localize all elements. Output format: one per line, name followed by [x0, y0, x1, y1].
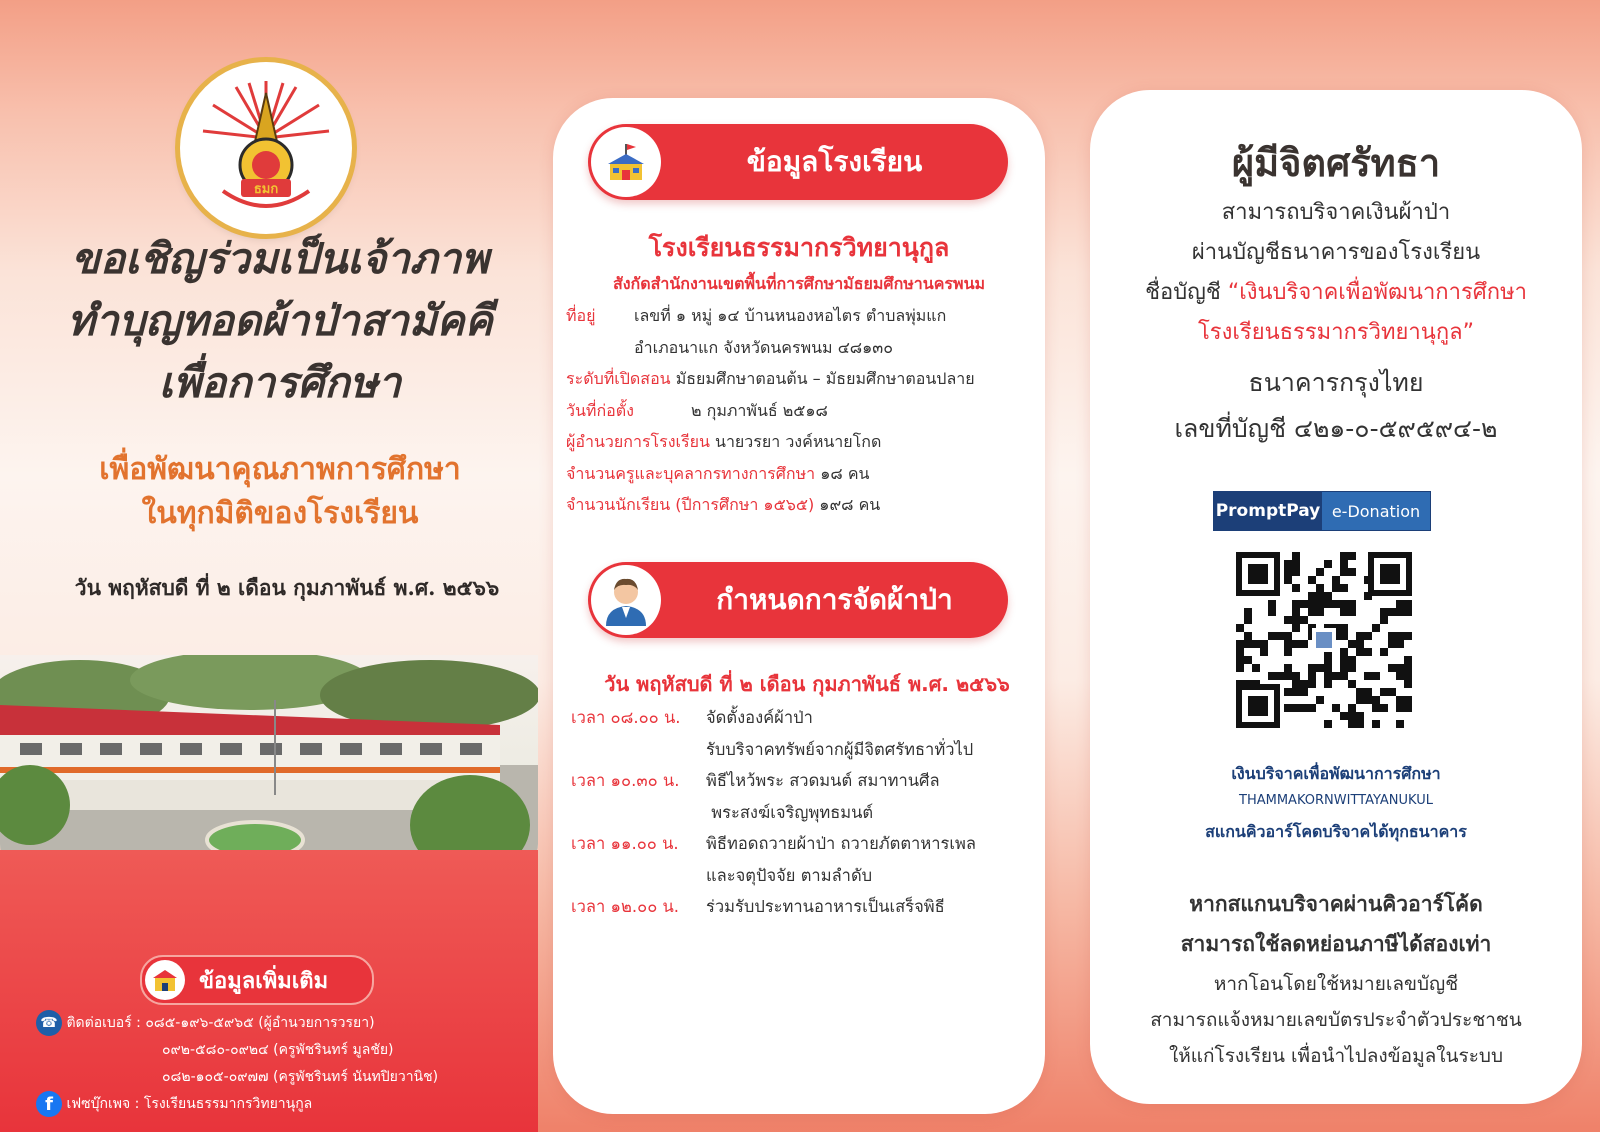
- qr-module: [1396, 720, 1404, 728]
- qr-module: [1340, 656, 1348, 664]
- qr-module: [1324, 672, 1332, 680]
- level-value: มัธยมศึกษาตอนต้น – มัธยมศึกษาตอนปลาย: [675, 369, 975, 388]
- qr-module: [1268, 672, 1276, 680]
- qr-module: [1244, 680, 1252, 688]
- note-line-2: สามารถแจ้งหมายเลขบัตรประจำตัวประชาชน: [1150, 1009, 1522, 1031]
- qr-module: [1252, 640, 1260, 648]
- qr-module: [1404, 656, 1412, 664]
- qr-module: [1364, 672, 1372, 680]
- qr-module: [1236, 640, 1244, 648]
- schedule-text: จัดตั้งองค์ผ้าป่า: [706, 708, 813, 727]
- schedule-list: [571, 702, 1041, 923]
- qr-module: [1308, 576, 1316, 584]
- qr-module: [1268, 632, 1276, 640]
- qr-module: [1284, 640, 1292, 648]
- school-logo: [180, 62, 352, 234]
- qr-module: [1364, 576, 1372, 584]
- headline-line-1: ขอเชิญร่วมเป็นเจ้าภาพ: [71, 234, 489, 283]
- qr-module: [1364, 688, 1372, 696]
- schedule-text: และจตุปัจจัย ตามลำดับ: [706, 865, 873, 885]
- qr-module: [1396, 632, 1404, 640]
- qr-module: [1292, 560, 1300, 568]
- school-info-banner: [588, 124, 1008, 200]
- schedule-time: เวลา ๑๑.๐๐ น.: [571, 834, 679, 853]
- qr-module: [1340, 584, 1348, 592]
- qr-module: [1380, 616, 1388, 624]
- schedule-time: เวลา ๐๘.๐๐ น.: [571, 708, 681, 727]
- qr-module: [1308, 680, 1316, 688]
- qr-module: [1284, 568, 1292, 576]
- qr-module: [1388, 640, 1396, 648]
- donation-instructions: [1090, 193, 1582, 353]
- staff-label: จำนวนครูและบุคลากรทางการศึกษา: [566, 463, 816, 483]
- svg-text:ธมก: ธมก: [253, 182, 279, 197]
- schedule-time: เวลา ๑๐.๓๐ น.: [571, 771, 680, 790]
- tax-line-1: หากสแกนบริจาคผ่านคิวอาร์โค้ด: [1189, 892, 1483, 916]
- qr-module: [1316, 600, 1324, 608]
- qr-module: [1308, 608, 1316, 616]
- qr-module: [1404, 672, 1412, 680]
- qr-module: [1308, 704, 1316, 712]
- qr-module: [1396, 704, 1404, 712]
- bank-name: ธนาคารกรุงไทย: [1248, 368, 1424, 397]
- qr-module: [1284, 704, 1292, 712]
- qr-module: [1308, 600, 1316, 608]
- qr-module: [1356, 696, 1364, 704]
- qr-module: [1284, 632, 1292, 640]
- qr-module: [1372, 704, 1380, 712]
- students-value: ๑๙๘ คน: [819, 495, 881, 514]
- qr-module: [1284, 664, 1292, 672]
- qr-module: [1292, 616, 1300, 624]
- schedule-text: รับบริจาคทรัพย์จากผู้มีจิตศรัทธาทั่วไป: [706, 739, 974, 759]
- qr-module: [1292, 680, 1300, 688]
- qr-module: [1324, 592, 1332, 600]
- qr-module: [1380, 688, 1388, 696]
- school-name: โรงเรียนธรรมากรวิทยานุกูล: [648, 233, 950, 262]
- qr-module: [1340, 624, 1348, 632]
- qr-module: [1300, 600, 1308, 608]
- qr-module: [1356, 712, 1364, 720]
- donation-line-2: ผ่านบัญชีธนาคารของโรงเรียน: [1191, 240, 1481, 265]
- qr-module: [1348, 656, 1356, 664]
- qr-module: [1372, 672, 1380, 680]
- students-row: [566, 489, 1046, 521]
- qr-module: [1380, 704, 1388, 712]
- qr-module: [1244, 608, 1252, 616]
- qr-module: [1404, 696, 1412, 704]
- qr-module: [1316, 608, 1324, 616]
- qr-module: [1372, 624, 1380, 632]
- qr-module: [1380, 608, 1388, 616]
- qr-module: [1292, 672, 1300, 680]
- school-icon: [145, 960, 185, 1000]
- schedule-time: เวลา ๑๒.๐๐ น.: [571, 897, 680, 916]
- qr-module: [1356, 688, 1364, 696]
- tax-line-2: สามารถใช้ลดหย่อนภาษีได้สองเท่า: [1180, 932, 1492, 956]
- transfer-note: [1090, 966, 1582, 1074]
- qr-module: [1236, 680, 1244, 688]
- schedule-text: ร่วมรับประทานอาหารเป็นเสร็จพิธี: [706, 897, 945, 916]
- qr-module: [1284, 576, 1292, 584]
- qr-module: [1268, 600, 1276, 608]
- qr-module: [1308, 672, 1316, 680]
- qr-module: [1292, 688, 1300, 696]
- director-row: [566, 426, 1046, 458]
- subheadline-line-1: เพื่อพัฒนาคุณภาพการศึกษา: [99, 452, 461, 487]
- qr-module: [1340, 648, 1348, 656]
- qr-module: [1356, 648, 1364, 656]
- schedule-text: พิธีทอดถวายผ้าป่า ถวายภัตตาหารเพล: [706, 834, 976, 853]
- bank-info: [1090, 360, 1582, 452]
- edonation-label: e-Donation: [1322, 492, 1430, 530]
- qr-module: [1348, 664, 1356, 672]
- account-name-label: ชื่อบัญชี: [1145, 280, 1221, 305]
- note-line-1: หากโอนโดยใช้หมายเลขบัญชี: [1213, 973, 1459, 995]
- account-number: เลขที่บัญชี ๔๒๑-๐-๕๙๕๙๔-๒: [1174, 414, 1498, 443]
- qr-module: [1404, 632, 1412, 640]
- schedule-item: [571, 765, 1041, 797]
- qr-module: [1340, 552, 1348, 560]
- phone-label: ติดต่อเบอร์ :: [66, 1015, 141, 1031]
- qr-module: [1396, 664, 1404, 672]
- promptpay-label: PromptPay: [1214, 492, 1322, 530]
- affiliation: สังกัดสำนักงานเขตพื้นที่การศึกษามัธยมศึกษานครพนม: [612, 274, 986, 293]
- donor-title: ผู้มีจิตศรัทธา: [1231, 140, 1441, 185]
- phone-icon: ☎: [36, 1010, 62, 1036]
- phone-number-2[interactable]: ๐๙๒-๕๘๐-๐๙๒๔ (ครูพัชรินทร์ มูลชัย): [162, 1042, 394, 1058]
- qr-module: [1348, 608, 1356, 616]
- qr-module: [1284, 648, 1292, 656]
- phone-number-1[interactable]: ๐๘๕-๑๙๖-๕๙๖๕ (ผู้อำนวยการวรยา): [145, 1015, 375, 1031]
- tax-benefit: [1090, 884, 1582, 964]
- qr-module: [1260, 648, 1268, 656]
- qr-module: [1276, 632, 1284, 640]
- donation-line-1: สามารถบริจาคเงินผ้าป่า: [1221, 200, 1451, 225]
- staff-value: ๑๘ คน: [820, 463, 870, 483]
- qr-module: [1300, 688, 1308, 696]
- school-info-list: [566, 300, 1046, 521]
- qr-module: [1356, 720, 1364, 728]
- qr-module: [1300, 704, 1308, 712]
- qr-module: [1324, 560, 1332, 568]
- founded-row: [566, 395, 1046, 427]
- qr-module: [1292, 552, 1300, 560]
- headline-line-3: เพื่อการศึกษา: [158, 358, 402, 407]
- contact-list: [36, 1010, 536, 1118]
- qr-module: [1300, 680, 1308, 688]
- qr-module: [1404, 608, 1412, 616]
- students-label: จำนวนนักเรียน (ปีการศึกษา ๑๕๖๕): [566, 495, 815, 514]
- director-label: ผู้อำนวยการโรงเรียน: [566, 432, 710, 451]
- account-name-1: “เงินบริจาคเพื่อพัฒนาการศึกษา: [1227, 280, 1527, 305]
- qr-module: [1324, 664, 1332, 672]
- qr-module: [1340, 632, 1348, 640]
- qr-module: [1364, 648, 1372, 656]
- founded-value: ๒ กุมภาพันธ์ ๒๕๑๘: [691, 400, 828, 420]
- subheadline: [30, 448, 530, 536]
- qr-module: [1388, 632, 1396, 640]
- facebook-icon: f: [36, 1091, 62, 1117]
- school-emblem-icon: [191, 73, 341, 223]
- person-icon: [591, 565, 661, 635]
- schedule-text: พิธีไหว้พระ สวดมนต์ สมาทานศีล: [706, 771, 940, 790]
- qr-module: [1308, 592, 1316, 600]
- qr-module: [1292, 568, 1300, 576]
- qr-module: [1388, 608, 1396, 616]
- qr-module: [1292, 640, 1300, 648]
- more-info-title: ข้อมูลเพิ่มเติม: [199, 968, 329, 994]
- note-line-3: ให้แก่โรงเรียน เพื่อนำไปลงข้อมูลในระบบ: [1168, 1045, 1504, 1067]
- school-icon: [591, 127, 661, 197]
- level-label: ระดับที่เปิดสอน: [566, 369, 671, 388]
- more-info-badge: [140, 955, 374, 1005]
- qr-module: [1348, 568, 1356, 576]
- schedule-item: [571, 891, 1041, 923]
- qr-module: [1252, 680, 1260, 688]
- schedule-title: กำหนดการจัดผ้าป่า: [716, 583, 953, 616]
- qr-module: [1292, 584, 1300, 592]
- schedule-banner: [588, 562, 1008, 638]
- qr-module: [1348, 640, 1356, 648]
- address-label: ที่อยู่: [566, 306, 596, 325]
- qr-module: [1324, 720, 1332, 728]
- qr-module: [1348, 680, 1356, 688]
- qr-module: [1244, 640, 1252, 648]
- qr-module: [1396, 608, 1404, 616]
- qr-module: [1364, 592, 1372, 600]
- headline: [30, 228, 530, 414]
- schedule-date: วัน พฤหัสบดี ที่ ๒ เดือน กุมภาพันธ์ พ.ศ. ๒๕๖๖: [604, 672, 1010, 696]
- qr-module: [1396, 640, 1404, 648]
- qr-module: [1332, 576, 1340, 584]
- qr-module: [1316, 584, 1324, 592]
- qr-module: [1292, 624, 1300, 632]
- director-value: นายวรยา วงค์หนายโกด: [715, 432, 882, 451]
- qr-module: [1388, 664, 1396, 672]
- qr-caption-2: THAMMAKORNWITTAYANUKUL: [1239, 793, 1433, 808]
- qr-module: [1348, 552, 1356, 560]
- qr-module: [1396, 600, 1404, 608]
- qr-module: [1396, 696, 1404, 704]
- qr-module: [1324, 656, 1332, 664]
- qr-module: [1340, 712, 1348, 720]
- qr-module: [1284, 688, 1292, 696]
- qr-module: [1380, 648, 1388, 656]
- qr-module: [1276, 672, 1284, 680]
- qr-module: [1324, 600, 1332, 608]
- qr-caption-1: เงินบริจาคเพื่อพัฒนาการศึกษา: [1231, 764, 1441, 783]
- qr-code-image: [1236, 552, 1412, 728]
- level-row: [566, 363, 1046, 395]
- account-name-row: [1090, 273, 1582, 313]
- qr-module: [1340, 664, 1348, 672]
- schedule-text: พระสงฆ์เจริญพุทธมนต์: [706, 802, 874, 822]
- qr-module: [1236, 624, 1244, 632]
- qr-module: [1244, 656, 1252, 664]
- headline-line-2: ทำบุญทอดผ้าป่าสามัคคี: [67, 296, 493, 345]
- qr-module: [1292, 608, 1300, 616]
- qr-module: [1268, 608, 1276, 616]
- qr-module: [1284, 616, 1292, 624]
- facebook-page[interactable]: เฟซบุ๊กเพจ : โรงเรียนธรรมากรวิทยานุกูล: [66, 1096, 313, 1112]
- qr-module: [1244, 632, 1252, 640]
- qr-module: [1332, 600, 1340, 608]
- qr-module: [1300, 616, 1308, 624]
- qr-module: [1348, 720, 1356, 728]
- address-row: [566, 300, 1046, 332]
- event-date: วัน พฤหัสบดี ที่ ๒ เดือน กุมภาพันธ์ พ.ศ. ๒๕๖๖: [74, 575, 500, 600]
- qr-module: [1348, 600, 1356, 608]
- qr-caption-3: สแกนคิวอาร์โคดบริจาคได้ทุกธนาคาร: [1205, 822, 1467, 841]
- qr-module: [1372, 720, 1380, 728]
- qr-module: [1316, 568, 1324, 576]
- qr-module: [1292, 600, 1300, 608]
- school-info-title: ข้อมูลโรงเรียน: [746, 145, 923, 178]
- qr-module: [1396, 672, 1404, 680]
- founded-label: วันที่ก่อตั้ง: [566, 400, 634, 420]
- qr-module: [1316, 696, 1324, 704]
- qr-module: [1324, 680, 1332, 688]
- subheadline-line-2: ในทุกมิติของโรงเรียน: [141, 496, 419, 531]
- qr-module: [1236, 656, 1244, 664]
- qr-module: [1340, 560, 1348, 568]
- qr-module: [1340, 672, 1348, 680]
- staff-row: [566, 458, 1046, 490]
- address-line-2: อำเภอนาแก จังหวัดนครพนม ๔๘๑๓๐: [634, 337, 893, 357]
- qr-module: [1332, 704, 1340, 712]
- qr-module: [1284, 672, 1292, 680]
- schedule-item: [571, 702, 1041, 734]
- qr-module: [1348, 704, 1356, 712]
- qr-module: [1260, 640, 1268, 648]
- qr-module: [1236, 664, 1244, 672]
- qr-code-icon[interactable]: [1236, 552, 1412, 728]
- qr-module: [1364, 696, 1372, 704]
- account-name-2: โรงเรียนธรรมากรวิทยานุกูล”: [1197, 320, 1475, 345]
- qr-module: [1364, 632, 1372, 640]
- qr-module: [1404, 664, 1412, 672]
- qr-module: [1348, 712, 1356, 720]
- qr-module: [1388, 688, 1396, 696]
- qr-module: [1372, 696, 1380, 704]
- qr-module: [1404, 680, 1412, 688]
- schedule-item: [571, 828, 1041, 860]
- qr-module: [1300, 640, 1308, 648]
- qr-module: [1332, 584, 1340, 592]
- qr-module: [1332, 672, 1340, 680]
- qr-module: [1340, 608, 1348, 616]
- qr-module: [1316, 592, 1324, 600]
- promptpay-logo: [1213, 491, 1431, 531]
- qr-module: [1356, 640, 1364, 648]
- qr-module: [1244, 616, 1252, 624]
- qr-module: [1292, 704, 1300, 712]
- address-line-1: เลขที่ ๑ หมู่ ๑๔ บ้านหนองหอไตร ตำบลพุ่มแก: [634, 306, 947, 325]
- qr-module: [1404, 600, 1412, 608]
- qr-module: [1284, 560, 1292, 568]
- qr-module: [1252, 664, 1260, 672]
- qr-module: [1236, 648, 1244, 656]
- qr-module: [1356, 632, 1364, 640]
- qr-module: [1340, 600, 1348, 608]
- qr-module: [1340, 568, 1348, 576]
- qr-module: [1404, 704, 1412, 712]
- qr-module: [1316, 664, 1324, 672]
- phone-number-3[interactable]: ๐๘๒-๑๐๕-๐๙๗๗ (ครูพัชรินทร์ นันทปิยวานิช): [162, 1069, 439, 1085]
- qr-module: [1308, 664, 1316, 672]
